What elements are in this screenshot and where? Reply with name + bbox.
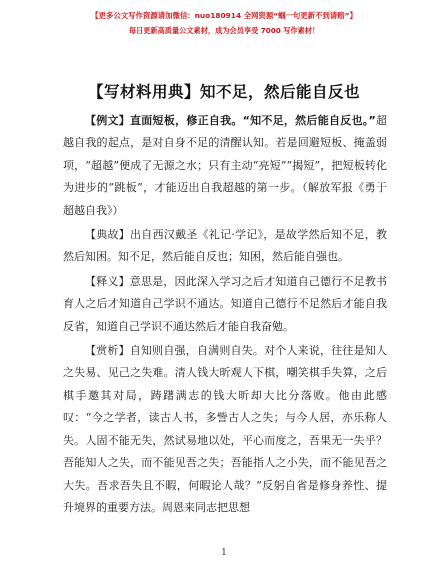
example-text: 超越自我的起点，是对自身不足的清醒认知。若是回避短板、掩盖弱项，“超越”便成了无源之水；只有主动“亮短”“揭短”，把短板转化为进步的“跳板”，才能迈出自我超越的第一步。（解放军报《勇于超越自我》）: [63, 114, 387, 217]
appreciation-label: 【赏析】: [85, 344, 130, 358]
appreciation-text: 自知则自强，自满则自失。对个人来说，往往是知人之失易、见己之失难。清人钱大昕观人下棋，嘲笑棋手失算，之后棋手邀其对局，踌躇满志的钱大昕却大比分落败。他由此感叹：“今之学者，读古人书，多訾古人之失；与今人居，亦乐称人失。人固不能无失，然试易地以处，平心而度之，吾果无一失乎？吾能知人之失，而不能见吾之失；吾能指人之小失，而不能见吾之大失。吾求吾失且不暇，何暇论人哉？”反躬自省是修身养性、提升境界的重要方法。周恩来同志把思想: [63, 344, 388, 514]
allusion-text: 出自西汉戴圣《礼记·学记》，是故学然后知不足，教然后知困。知不足，然后能自反也；知困，然后能自强也。: [63, 228, 388, 264]
interpretation-label: 【释义】: [85, 274, 130, 288]
page-title: 【写材料用典】知不足，然后能自反也: [87, 83, 360, 101]
promo-line-2: 每日更新高质量公文素材，成为会员享受 7000 写作素材！: [128, 26, 320, 35]
article-body: [63, 110, 387, 521]
promo-line-1: 【更多公文写作资源请加微信：nuo180914 全网资源“蝈一句更新不到请赔”】: [91, 11, 357, 20]
paragraph-appreciation: [63, 340, 387, 519]
example-label: 【例文】直面短板，修正自我。“知不足，然后能自反也。”: [85, 114, 376, 127]
promo-banner: [0, 10, 448, 37]
page-number: 1: [221, 548, 227, 558]
interpretation-text: 意思是，因此深入学习之后才知道自己德行不足教书育人之后才知道自己学识不通达。知道自己德行不足然后才能自我反省，知道自己学识不通达然后才能自我奋勉。: [63, 274, 388, 333]
paragraph-example: [63, 110, 387, 222]
paragraph-interpretation: [63, 271, 387, 338]
paragraph-allusion: [63, 224, 387, 269]
allusion-label: 【典故】: [85, 228, 131, 242]
